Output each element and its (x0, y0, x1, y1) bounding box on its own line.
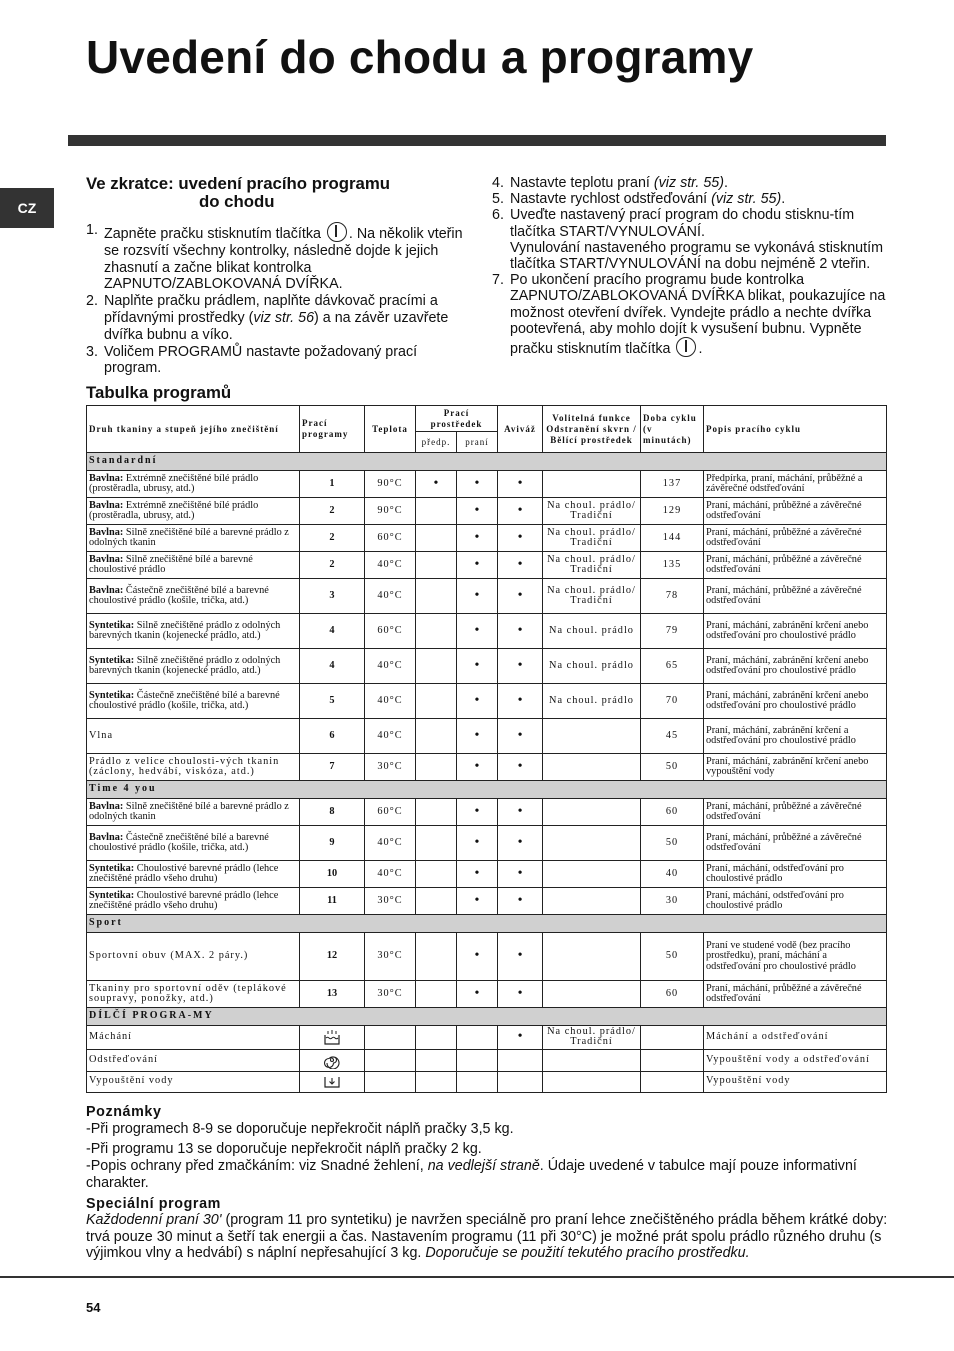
row-softener: • (498, 888, 543, 915)
row-type: Máchání (87, 1026, 300, 1050)
row-duration: 79 (641, 614, 704, 649)
row-optional: Na choul. prádlo/ Tradiční (543, 552, 641, 579)
row-duration: 70 (641, 684, 704, 719)
row-prewash (416, 754, 457, 781)
row-duration: 50 (641, 754, 704, 781)
row-description: Praní, máchání, průběžné a závěrečné odstřeďování (704, 799, 887, 826)
table-row (87, 799, 887, 826)
row-wash: • (457, 684, 498, 719)
row-duration: 135 (641, 552, 704, 579)
row-optional (543, 471, 641, 498)
row-temp: 40°C (365, 861, 416, 888)
row-optional (543, 861, 641, 888)
page-title: Uvedení do chodu a programy (86, 31, 754, 83)
row-softener: • (498, 552, 543, 579)
row-description: Předpírka, praní, máchání, průběžné a závěrečné odstřeďování (704, 471, 887, 498)
quick-start-right (492, 175, 892, 357)
row-optional (543, 1071, 641, 1092)
table-row (87, 719, 887, 754)
row-temp: 60°C (365, 799, 416, 826)
row-description: Praní, máchání, průběžné a závěrečné odstřeďování (704, 552, 887, 579)
header-duration: Doba cyklu (v minutách) (641, 406, 704, 453)
special-text: Každodenní praní 30' (program 11 pro syntetiku) je navržen speciálně pro praní lehce znečištěného prádla během krátké doby: trvá pouze 30 minut a šetří tak energii a čas. Nastavením programu (11 při 30°C) je možné prát spolu prádlo různého druhu (s výjimkou vlny a hedvábí) s náplní nepřesahující 3 kg. Doporučuje se použití tekutého pracího prostředku. (86, 1212, 888, 1262)
row-temp: 40°C (365, 826, 416, 861)
row-duration: 60 (641, 981, 704, 1008)
row-type: Sportovní obuv (MAX. 2 páry.) (87, 933, 300, 981)
title-bar (68, 135, 886, 146)
table-row (87, 649, 887, 684)
row-description: Máchání a odstřeďování (704, 1026, 887, 1050)
row-wash: • (457, 981, 498, 1008)
row-softener: • (498, 579, 543, 614)
section-standard: Standardní (87, 453, 887, 471)
row-type: Prádlo z velice choulosti-vých tkanin (záclony, hedvábí, viskóza, atd.) (87, 754, 300, 781)
row-type: Tkaniny pro sportovní oděv (teplákové soupravy, ponožky, atd.) (87, 981, 300, 1008)
row-description: Praní, máchání, zabránění krčení anebo odstřeďování pro choulostivé prádlo (704, 649, 887, 684)
row-type: Syntetika: Částečně znečištěné bílé a barevné choulostivé prádlo (košile, trička, atd.) (87, 684, 300, 719)
row-program: 2 (300, 552, 365, 579)
power-icon (327, 222, 347, 242)
row-prewash (416, 719, 457, 754)
row-description: Praní, máchání, průběžné a závěrečné odstřeďování (704, 525, 887, 552)
row-temp: 30°C (365, 981, 416, 1008)
header-softener: Aviváž (498, 406, 543, 453)
row-type: Syntetika: Choulostivé barevné prádlo (lehce znečištěné prádlo všeho druhu) (87, 861, 300, 888)
special-heading: Speciální program (86, 1196, 221, 1212)
row-program: 5 (300, 684, 365, 719)
table-row (87, 498, 887, 525)
row-wash: • (457, 471, 498, 498)
row-duration: 50 (641, 826, 704, 861)
table-row (87, 684, 887, 719)
row-temp: 40°C (365, 684, 416, 719)
row-duration: 78 (641, 579, 704, 614)
row-softener: • (498, 498, 543, 525)
row-softener: • (498, 861, 543, 888)
table-row (87, 1071, 887, 1092)
row-temp: 40°C (365, 579, 416, 614)
table-row (87, 1049, 887, 1071)
row-type: Bavlna: Extrémně znečištěné bílé prádlo (prostěradla, ubrusy, atd.) (87, 471, 300, 498)
row-program: 13 (300, 981, 365, 1008)
table-row (87, 981, 887, 1008)
row-softener: • (498, 981, 543, 1008)
row-program: 6 (300, 719, 365, 754)
row-temp: 30°C (365, 754, 416, 781)
row-wash: • (457, 799, 498, 826)
row-wash: • (457, 719, 498, 754)
row-wash: • (457, 826, 498, 861)
spin-icon (323, 1051, 341, 1069)
row-description: Praní, máchání, průběžné a závěrečné odstřeďování (704, 981, 887, 1008)
row-softener: • (498, 471, 543, 498)
step-1: 1. Zapněte pračku stisknutím tlačítka . Na několik vteřin se rozsvítí všechny kontrolky, následně dojde k jejich zhasnutí a začne blikat kontrolka ZAPNUTO/ZABLOKOVANÁ DVÍŘKA. (86, 222, 463, 293)
table-row (87, 826, 887, 861)
row-type: Odstřeďování (87, 1049, 300, 1071)
quick-start-left (86, 175, 468, 377)
row-optional (543, 799, 641, 826)
header-temp: Teplota (365, 406, 416, 453)
row-wash: • (457, 552, 498, 579)
row-temp: 40°C (365, 719, 416, 754)
row-softener: • (498, 933, 543, 981)
row-wash: • (457, 754, 498, 781)
row-program: 11 (300, 888, 365, 915)
row-prewash (416, 861, 457, 888)
row-temp: 90°C (365, 498, 416, 525)
row-description: Vypouštění vody a odstřeďování (704, 1049, 887, 1071)
row-optional (543, 754, 641, 781)
row-description: Praní ve studené vodě (bez pracího prostředku), praní, máchání a odstřeďování pro choulostivé prádlo (704, 933, 887, 981)
row-optional: Na choul. prádlo/ Tradiční (543, 498, 641, 525)
section-time4you: Time 4 you (87, 781, 887, 799)
programs-table (86, 405, 887, 1093)
step-2: 2. Naplňte pračku prádlem, naplňte dávkovač pracími a přídavnými prostředky (viz str. 56) a na závěr uzavřete dvířka bubnu a víko. (86, 293, 449, 343)
row-prewash (416, 525, 457, 552)
row-duration: 40 (641, 861, 704, 888)
row-description: Praní, máchání, zabránění krčení anebo odstřeďování pro choulostivé prádlo (704, 684, 887, 719)
drain-icon (323, 1073, 341, 1091)
row-optional: Na choul. prádlo (543, 649, 641, 684)
row-prewash (416, 579, 457, 614)
notes-heading: Poznámky (86, 1104, 162, 1120)
row-softener: • (498, 684, 543, 719)
header-optional: Volitelná funkce Odstranění skvrn / Bělící prostředek (543, 406, 641, 453)
row-program: 3 (300, 579, 365, 614)
row-type: Bavlna: Extrémně znečištěné bílé prádlo (prostěradla, ubrusy, atd.) (87, 498, 300, 525)
table-row (87, 933, 887, 981)
row-wash: • (457, 498, 498, 525)
note-1: -Při programech 8-9 se doporučuje nepřekročit náplň pračky 3,5 kg. (86, 1121, 514, 1137)
row-prewash (416, 888, 457, 915)
table-row (87, 579, 887, 614)
row-wash: • (457, 933, 498, 981)
row-description: Praní, máchání, zabránění krčení a odstřeďování pro choulostivé prádlo (704, 719, 887, 754)
row-description: Vypouštění vody (704, 1071, 887, 1092)
row-prewash (416, 552, 457, 579)
row-temp: 30°C (365, 888, 416, 915)
special-program (86, 1196, 890, 1262)
header-description: Popis pracího cyklu (704, 406, 887, 453)
row-duration: 50 (641, 933, 704, 981)
row-softener: • (498, 826, 543, 861)
row-softener: • (498, 754, 543, 781)
row-temp: 40°C (365, 552, 416, 579)
row-description: Praní, máchání, průběžné a závěrečné odstřeďování (704, 498, 887, 525)
step-6: 6. Uveďte nastavený prací program do chodu stisknu-tím tlačítka START/VYNULOVÁNÍ. Vynulování nastaveného programu se vykonává stisknutím tlačítka START/VYNULOVÁNÍ na dobu nejméně 2 vteřin. (492, 207, 883, 273)
row-duration: 65 (641, 649, 704, 684)
row-program: 2 (300, 498, 365, 525)
notes (86, 1104, 888, 1192)
row-description: Praní, máchání, zabránění krčení anebo odstřeďování pro choulostivé prádlo (704, 614, 887, 649)
row-description: Praní, máchání, průběžné a závěrečné odstřeďování (704, 826, 887, 861)
row-program-icon (300, 1049, 365, 1071)
row-temp: 90°C (365, 471, 416, 498)
row-optional: Na choul. prádlo/ Tradiční (543, 525, 641, 552)
header-detergent: Prací prostředek (416, 406, 498, 432)
row-optional: Na choul. prádlo/ Tradiční (543, 1026, 641, 1050)
note-2: -Při programu 13 se doporučuje nepřekročit náplň pračky 2 kg. (86, 1141, 482, 1157)
row-softener: • (498, 799, 543, 826)
table-row (87, 888, 887, 915)
row-wash: • (457, 888, 498, 915)
row-prewash (416, 649, 457, 684)
table-row (87, 1026, 887, 1050)
row-duration: 137 (641, 471, 704, 498)
row-prewash (416, 799, 457, 826)
row-wash: • (457, 525, 498, 552)
row-description: Praní, máchání, odstřeďování pro choulostivé prádlo (704, 861, 887, 888)
row-duration: 129 (641, 498, 704, 525)
section-partial: DÍLČÍ PROGRA-MY (87, 1008, 887, 1026)
row-type: Bavlna: Silně znečištěné bílé a barevné prádlo z odolných tkanin (87, 799, 300, 826)
row-wash: • (457, 861, 498, 888)
row-type: Syntetika: Choulostivé barevné prádlo (lehce znečištěné prádlo všeho druhu) (87, 888, 300, 915)
row-wash: • (457, 649, 498, 684)
note-3: -Popis ochrany před zmačkáním: viz Snadné žehlení, na vedlejší straně. Údaje uvedené v tabulce mají pouze informativní charakter. (86, 1158, 857, 1191)
header-wash: praní (457, 432, 498, 453)
row-program: 4 (300, 649, 365, 684)
row-prewash (416, 614, 457, 649)
row-program: 12 (300, 933, 365, 981)
row-program: 7 (300, 754, 365, 781)
header-program: Prací programy (300, 406, 365, 453)
row-wash: • (457, 614, 498, 649)
row-prewash (416, 498, 457, 525)
row-prewash (416, 933, 457, 981)
row-optional (543, 1049, 641, 1071)
row-optional: Na choul. prádlo (543, 684, 641, 719)
row-optional (543, 888, 641, 915)
row-optional (543, 719, 641, 754)
step-5: 5. Nastavte rychlost odstřeďování (viz str. 55). (492, 191, 786, 208)
row-prewash: • (416, 471, 457, 498)
row-prewash (416, 826, 457, 861)
row-softener: • (498, 1026, 543, 1050)
row-prewash (416, 981, 457, 1008)
step-4: 4. Nastavte teplotu praní (viz str. 55). (492, 175, 729, 191)
row-prewash (416, 684, 457, 719)
row-description: Praní, máchání, průběžné a závěrečné odstřeďování (704, 579, 887, 614)
section-sport: Sport (87, 915, 887, 933)
row-optional (543, 826, 641, 861)
row-softener: • (498, 525, 543, 552)
row-program: 9 (300, 826, 365, 861)
page-number: 54 (86, 1300, 101, 1315)
row-program-icon (300, 1071, 365, 1092)
row-temp: 30°C (365, 933, 416, 981)
row-optional: Na choul. prádlo/ Tradiční (543, 579, 641, 614)
power-icon (676, 337, 696, 357)
row-optional: Na choul. prádlo (543, 614, 641, 649)
row-softener (498, 1071, 543, 1092)
row-wash: • (457, 579, 498, 614)
bottom-rule (0, 1276, 954, 1278)
table-row (87, 525, 887, 552)
row-duration: 60 (641, 799, 704, 826)
row-description: Praní, máchání, zabránění krčení anebo vypouštění vody (704, 754, 887, 781)
row-softener: • (498, 649, 543, 684)
header-type: Druh tkaniny a stupeň jejího znečištění (87, 406, 300, 453)
row-type: Vypouštění vody (87, 1071, 300, 1092)
header-prewash: předp. (416, 432, 457, 453)
row-duration: 45 (641, 719, 704, 754)
row-description: Praní, máchání, odstřeďování pro choulostivé prádlo (704, 888, 887, 915)
row-optional (543, 981, 641, 1008)
row-type: Bavlna: Silně znečištěné bílé a barevné prádlo z odolných tkanin (87, 525, 300, 552)
row-type: Bavlna: Částečně znečištěné bílé a barevné choulostivé prádlo (košile, trička, atd.) (87, 579, 300, 614)
rinse-icon (323, 1028, 341, 1046)
row-temp: 40°C (365, 649, 416, 684)
step-3: 3. Voličem PROGRAMŮ nastavte požadovaný prací program. (86, 343, 418, 377)
table-row (87, 552, 887, 579)
table-row (87, 614, 887, 649)
row-type: Syntetika: Silně znečištěné prádlo z odolných barevných tkanin (kojenecké prádlo, atd.) (87, 649, 300, 684)
table-row (87, 754, 887, 781)
row-type: Bavlna: Silně znečištěné bílé a barevné choulostivé prádlo (87, 552, 300, 579)
row-program: 2 (300, 525, 365, 552)
language-tab: CZ (0, 188, 54, 228)
row-temp: 60°C (365, 614, 416, 649)
row-duration: 30 (641, 888, 704, 915)
table-row (87, 471, 887, 498)
quick-start-heading: Ve zkratce: uvedení pracího programu do chodu (86, 174, 391, 211)
table-row (87, 861, 887, 888)
row-duration: 144 (641, 525, 704, 552)
row-type: Vlna (87, 719, 300, 754)
row-program: 8 (300, 799, 365, 826)
row-optional (543, 933, 641, 981)
row-program: 1 (300, 471, 365, 498)
step-7: 7. Po ukončení pracího programu bude kontrolka ZAPNUTO/ZABLOKOVANÁ DVÍŘKA blikat, poukazujíce na možnost otevření dvířek. Vyndejte prádlo a nechte dvířka pootevřená, aby mohlo dojít k vysušení bubnu. Vypněte pračku stisknutím tlačítka . (492, 272, 886, 358)
row-softener (498, 1049, 543, 1071)
row-type: Bavlna: Částečně znečištěné bílé a barevné choulostivé prádlo (košile, trička, atd.) (87, 826, 300, 861)
table-title: Tabulka programů (86, 383, 232, 402)
row-program: 10 (300, 861, 365, 888)
row-softener: • (498, 614, 543, 649)
row-softener: • (498, 719, 543, 754)
row-temp: 60°C (365, 525, 416, 552)
row-program: 4 (300, 614, 365, 649)
row-program-icon (300, 1026, 365, 1050)
row-type: Syntetika: Silně znečištěné prádlo z odolných barevných tkanin (kojenecké prádlo, atd.) (87, 614, 300, 649)
